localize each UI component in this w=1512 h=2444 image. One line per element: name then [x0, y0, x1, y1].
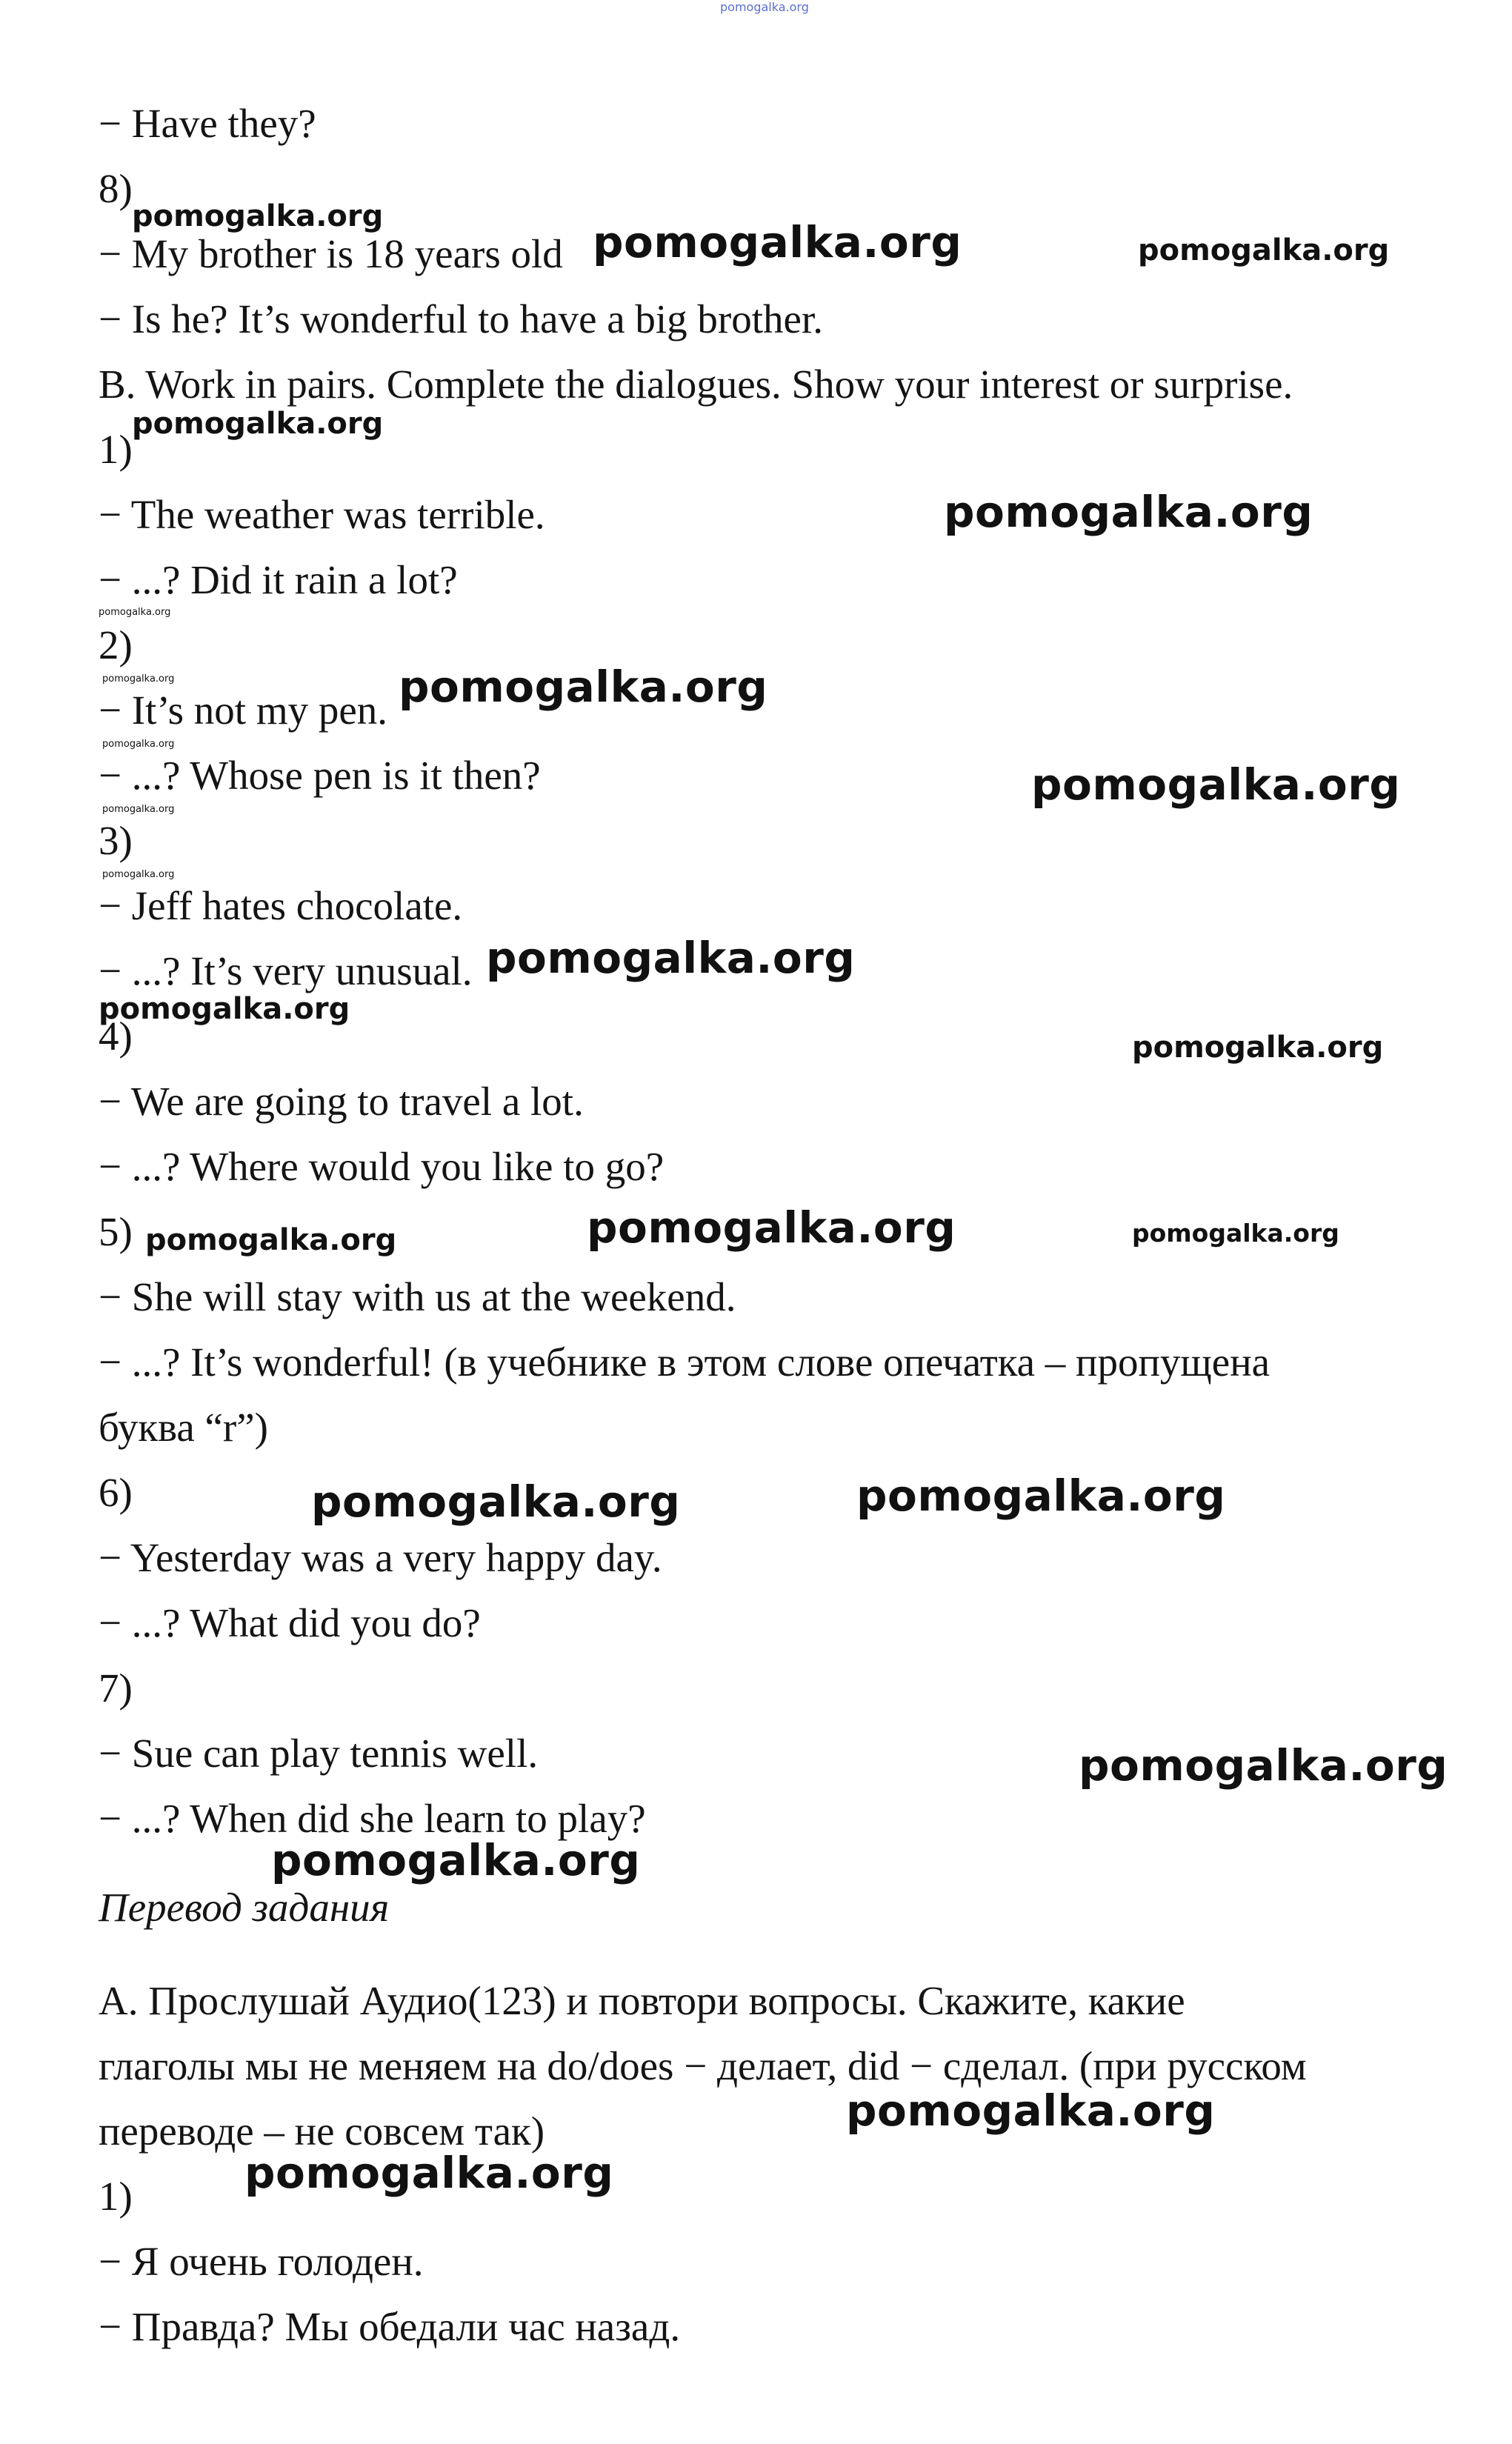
translation-line: А. Прослушай Аудио(123) и повтори вопросы. Скажите, какие [99, 1978, 1185, 2023]
dialogue-line: − ...? Did it rain a lot? [99, 557, 458, 602]
item-number: 1) [99, 427, 133, 472]
task-instruction: B. Work in pairs. Complete the dialogues. Show your interest or surprise. [99, 362, 1293, 407]
watermark: pomogalka.org [486, 933, 856, 983]
dialogue-line: − The weather was terrible. [99, 492, 545, 537]
item-number: 7) [99, 1665, 133, 1711]
watermark: pomogalka.org [856, 1471, 1226, 1521]
watermark: pomogalka.org [1132, 1030, 1384, 1065]
watermark: pomogalka.org [244, 2148, 614, 2198]
watermark: pomogalka.org [593, 217, 962, 267]
watermark: pomogalka.org [587, 1202, 956, 1253]
watermark: pomogalka.org [399, 662, 768, 712]
translation-line: переводе – не совсем так) [99, 2108, 545, 2154]
dialogue-line: − It’s not my pen. [99, 687, 388, 733]
watermark: pomogalka.org [271, 1835, 641, 1885]
dialogue-line: − Yesterday was a very happy day. [99, 1535, 662, 1580]
dialogue-line: буква “r”) [99, 1405, 268, 1450]
dialogue-line: − ...? It’s very unusual. [99, 948, 473, 993]
watermark: pomogalka.org [1138, 233, 1390, 267]
item-number: 4) [99, 1013, 133, 1059]
translation-line: глаголы мы не меняем на do/does − делает, did − сделал. (при русском [99, 2043, 1307, 2088]
watermark: pomogalka.org [145, 1223, 397, 1257]
watermark: pomogalka.org [99, 607, 171, 618]
item-number: 5) [99, 1209, 133, 1254]
dialogue-line: − Have they? [99, 101, 316, 146]
watermark: pomogalka.org [102, 673, 175, 685]
watermark: pomogalka.org [944, 487, 1313, 537]
dialogue-line: − ...? Whose pen is it then? [99, 753, 541, 798]
dialogue-line: − She will stay with us at the weekend. [99, 1274, 736, 1319]
watermark: pomogalka.org [846, 2085, 1216, 2136]
dialogue-line: − ...? When did she learn to play? [99, 1796, 646, 1841]
translation-heading: Перевод задания [99, 1885, 390, 1930]
watermark: pomogalka.org [1132, 1219, 1339, 1248]
item-number: 8) [99, 166, 133, 211]
dialogue-line: − We are going to travel a lot. [99, 1079, 584, 1124]
watermark: pomogalka.org [102, 869, 175, 880]
watermark: pomogalka.org [102, 739, 175, 750]
translation-line: − Я очень голоден. [99, 2239, 424, 2284]
header-watermark: pomogalka.org [720, 0, 809, 14]
watermark: pomogalka.org [1079, 1740, 1448, 1791]
item-number: 3) [99, 818, 133, 863]
translation-line: − Правда? Мы обедали час назад. [99, 2304, 681, 2349]
item-number: 1) [99, 2174, 133, 2219]
watermark: pomogalka.org [132, 407, 384, 441]
dialogue-line: − Is he? It’s wonderful to have a big brother. [99, 296, 823, 342]
watermark: pomogalka.org [311, 1476, 681, 1527]
item-number: 6) [99, 1470, 133, 1515]
watermark: pomogalka.org [132, 199, 384, 233]
dialogue-line: − Sue can play tennis well. [99, 1731, 539, 1776]
dialogue-line: − ...? What did you do? [99, 1600, 481, 1645]
dialogue-line: − ...? It’s wonderful! (в учебнике в этом слове опечатка – пропущена [99, 1339, 1270, 1385]
dialogue-line: − ...? Where would you like to go? [99, 1144, 665, 1189]
watermark: pomogalka.org [102, 804, 175, 815]
watermark: pomogalka.org [99, 992, 350, 1026]
dialogue-line: − Jeff hates chocolate. [99, 883, 463, 928]
dialogue-line: − My brother is 18 years old [99, 231, 563, 276]
watermark: pomogalka.org [1031, 759, 1401, 810]
item-number: 2) [99, 622, 133, 667]
